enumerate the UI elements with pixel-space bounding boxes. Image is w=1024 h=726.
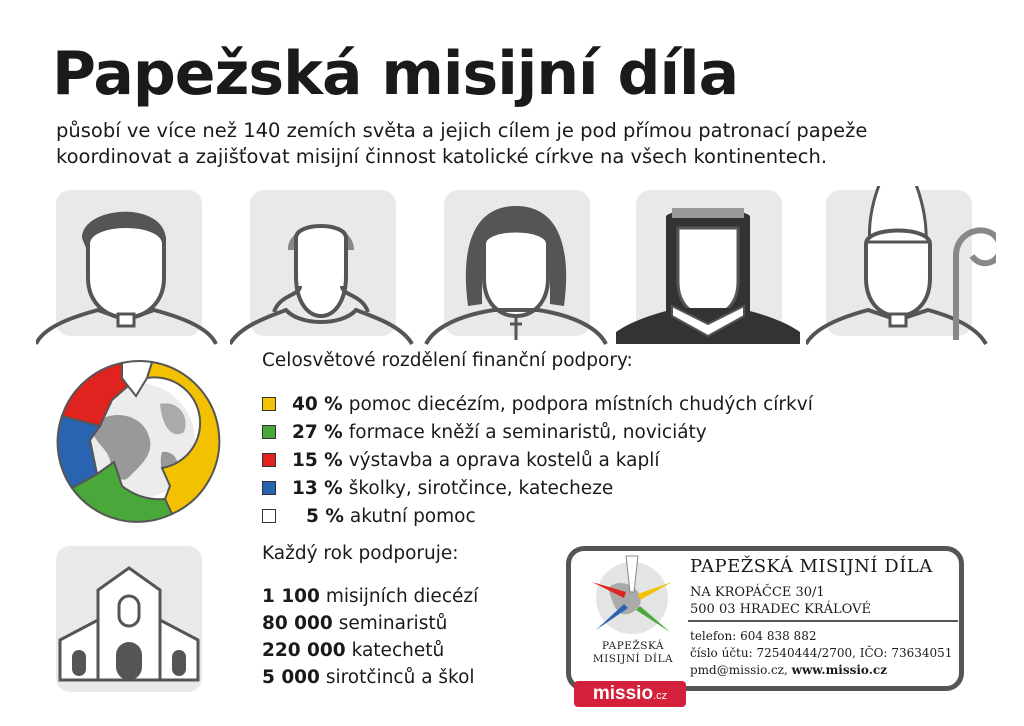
card-web-link[interactable]: www.missio.cz [791,663,888,677]
stat-number: 1 100 [262,586,320,607]
stat-row [262,586,478,613]
stat-number: 80 000 [262,613,333,634]
distribution-donut [52,356,222,526]
address-line-2: 500 03 HRADEC KRÁLOVÉ [690,602,871,617]
page-subtitle [56,118,956,170]
card-contact [690,628,952,679]
legend-row-dioceses [262,390,813,418]
legend-swatch-blue [262,481,276,495]
legend-row-churches [262,446,813,474]
deacon-icon [230,186,420,346]
legend-swatch-yellow [262,397,276,411]
address-line-1: NA KROPÁČCE 30/1 [690,585,825,600]
logo-name [584,640,682,666]
stat-row [262,640,478,667]
legend-text: formace kněží a seminaristů, noviciáty [348,421,707,443]
stat-number: 220 000 [262,640,346,661]
stat-label: katechetů [351,640,445,661]
legend-row-schools [262,474,813,502]
yearly-stats [262,586,478,694]
card-org-name: PAPEŽSKÁ MISIJNÍ DÍLA [690,556,933,577]
legend-swatch-white [262,509,276,523]
subtitle-line-2: koordinovat a zajišťovat misijní činnost katolické církve na všech kontinentech. [56,145,828,168]
card-email-link[interactable]: pmd@missio.cz, [690,663,788,677]
stat-label: misijních diecézí [325,586,479,607]
church-icon [56,546,202,692]
card-web-line [690,662,952,679]
brand-suffix: .cz [653,690,668,702]
church-tile [56,546,202,692]
legend-text: akutní pomoc [349,505,476,527]
legend-swatch-green [262,425,276,439]
brand-text: missio [592,683,654,704]
legend-pct: 27 % [292,421,343,443]
legend-row-emergency [262,502,813,530]
legend-row-formation [262,418,813,446]
stat-row [262,667,478,694]
logo-line-1: PAPEŽSKÁ [602,640,664,652]
priest-icon [36,186,226,346]
distribution-title: Celosvětové rozdělení finanční podpory: [262,350,633,371]
laywoman-icon [424,186,614,346]
legend-pct: 13 % [292,477,343,499]
subtitle-line-1: působí ve více než 140 zemích světa a jejich cílem je pod přímou patronací papeže [56,119,868,142]
stat-label: seminaristů [338,613,448,634]
card-address [690,584,871,618]
page-title: Papežská misijní díla [52,39,739,109]
card-phone: telefon: 604 838 882 [690,629,817,643]
bishop-icon [806,186,996,346]
logo-line-2: MISIJNÍ DÍLA [592,653,674,665]
card-divider [688,620,958,622]
missio-logo-icon [578,552,686,702]
nun-icon [616,186,806,346]
yearly-title: Každý rok podporuje: [262,543,459,564]
card-account: číslo účtu: 72540444/2700, IČO: 73634051 [690,646,953,660]
legend-pct: 40 % [292,393,343,415]
stat-number: 5 000 [262,667,320,688]
missio-brand-badge [574,681,686,707]
stat-row [262,613,478,640]
legend-pct: 5 % [306,505,344,527]
legend-text: školky, sirotčince, katecheze [348,477,614,499]
legend-text: výstavba a oprava kostelů a kaplí [348,449,660,471]
legend-swatch-red [262,453,276,467]
legend-pct: 15 % [292,449,343,471]
legend-text: pomoc diecézím, podpora místních chudých církví [348,393,813,415]
stat-label: sirotčinců a škol [325,667,475,688]
distribution-legend [262,390,813,530]
